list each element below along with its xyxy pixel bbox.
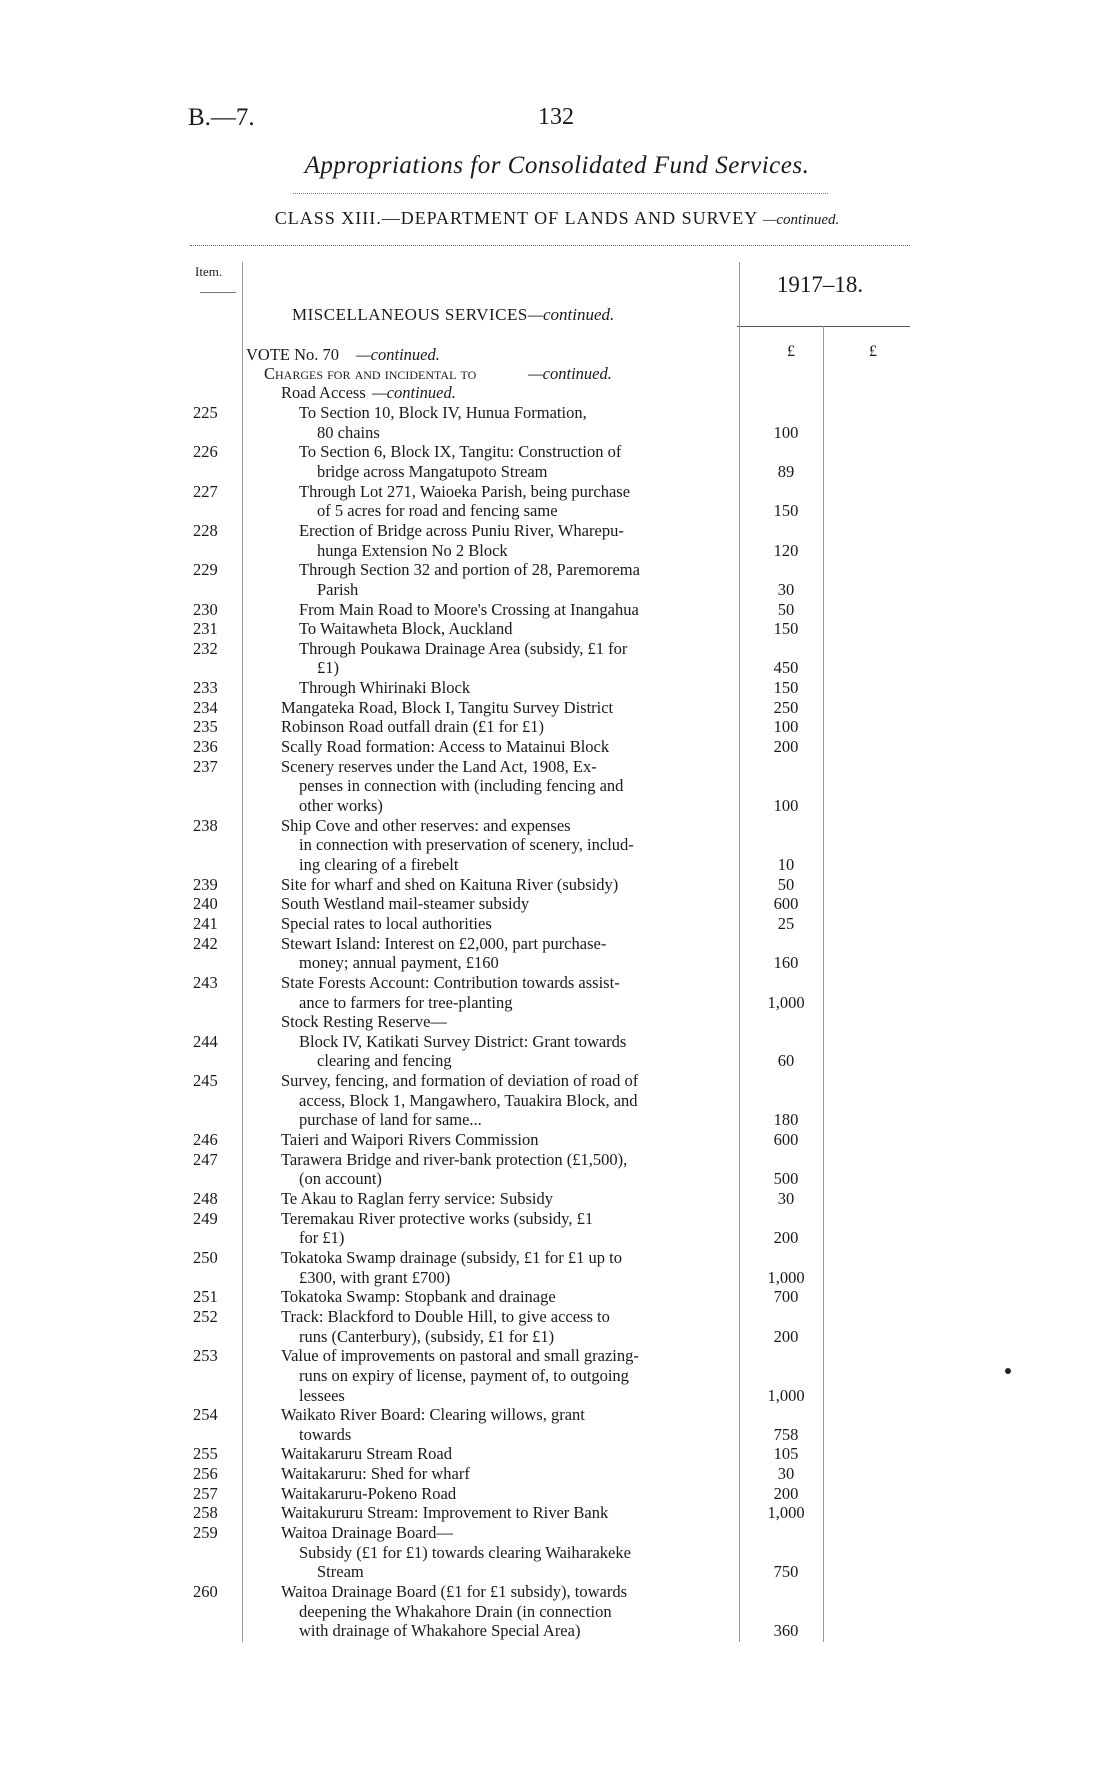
section-title: MISCELLANEOUS SERVICES [292,305,528,324]
item-text: Waitoa Drainage Board— [281,1523,453,1543]
item-number: 260 [193,1582,218,1601]
item-number: 228 [193,520,218,540]
item-text: ing clearing of a firebelt [299,854,459,874]
item-text: To Section 10, Block IV, Hunua Formation, [299,403,587,422]
item-line [0,717,1114,737]
item-line [0,442,1114,462]
item-amount: 10 [777,854,795,874]
item-text: Waitakaruru Stream Road [281,1444,452,1464]
item-number: 246 [193,1130,218,1150]
item-text: Ship Cove and other reserves: and expenses [281,815,571,835]
item-text: lessees [299,1385,345,1405]
item-line [0,1346,1114,1366]
item-text: Value of improvements on pastoral and small grazing- [281,1346,639,1366]
item-line [0,1169,1114,1189]
class-divider [190,245,910,246]
item-amount: 1,000 [767,992,805,1012]
item-line [0,816,1114,836]
item-amount: 1,000 [767,1385,805,1405]
item-text: for £1) [299,1228,345,1248]
item-amount: 200 [773,1228,799,1248]
item-number: 257 [193,1483,218,1503]
item-amount: 30 [777,1464,795,1484]
item-text: To Section 6, Block IX, Tangitu: Construction of [299,442,622,462]
item-line [0,1110,1114,1130]
item-amount: 180 [773,1110,799,1130]
item-text: £1) [317,658,339,678]
item-number: 235 [193,717,218,737]
item-line [0,619,1114,639]
item-amount: 60 [777,1051,795,1071]
item-line [0,1503,1114,1523]
item-number: 229 [193,560,218,580]
item-text: Subsidy (£1 for £1) towards clearing Waiharakeke [299,1542,631,1562]
item-number: 227 [193,481,218,501]
item-text: Teremakau River protective works (subsidy, £1 [281,1208,594,1228]
item-text: purchase of land for same... [299,1110,482,1130]
item-line [0,1091,1114,1111]
item-number: 254 [193,1405,218,1425]
item-amount: 150 [773,678,799,698]
item-amount: 360 [773,1621,799,1641]
item-amount: 100 [773,796,799,815]
item-line [0,1562,1114,1582]
item-text: Through Whirinaki Block [299,678,471,698]
item-text: Taieri and Waipori Rivers Commission [281,1130,539,1150]
document-reference: B.—7. [188,104,255,131]
vote-continued: —continued. [356,345,440,364]
section-heading [292,305,614,325]
item-text: Waitakururu Stream: Improvement to River Bank [281,1503,609,1523]
item-text: access, Block 1, Mangawhero, Tauakira Block, and [299,1090,638,1110]
item-line [0,1012,1114,1032]
item-text: runs (Canterbury), (subsidy, £1 for £1) [299,1326,555,1346]
item-line [0,521,1114,541]
item-amount: 50 [777,874,795,894]
item-amount: 600 [773,1130,799,1150]
item-line [0,403,1114,423]
item-line [0,1543,1114,1563]
item-line [0,423,1114,443]
year-column-header: 1917–18. [776,272,864,297]
item-text: of 5 acres for road and fencing same [317,501,558,521]
item-amount: 100 [773,717,799,737]
item-line [0,658,1114,678]
item-text: Mangateka Road, Block I, Tangitu Survey District [281,697,614,717]
item-amount: 200 [773,1326,799,1346]
item-text: Scenery reserves under the Land Act, 1908, Ex- [281,756,597,776]
title-divider [293,193,828,194]
item-line [0,482,1114,502]
item-text: Waitakaruru-Pokeno Road [281,1483,457,1503]
item-line [0,894,1114,914]
charges-heading [0,364,1114,384]
item-amount: 1,000 [767,1503,805,1523]
item-number: 244 [193,1031,218,1051]
item-amount: 100 [773,422,799,442]
item-line [0,1621,1114,1641]
item-text: ance to farmers for tree-planting [299,992,513,1012]
item-number: 232 [193,638,218,658]
item-number: 250 [193,1247,218,1267]
item-number: 252 [193,1306,218,1326]
page-number: 132 [538,104,574,130]
item-amount: 700 [773,1287,799,1307]
item-number: 230 [193,599,218,619]
item-text: Through Lot 271, Waioeka Parish, being purchase [299,481,631,501]
item-amount: 120 [773,540,799,560]
item-line [0,973,1114,993]
item-number: 249 [193,1208,218,1228]
item-line [0,737,1114,757]
item-number: 231 [193,619,218,639]
item-text: Waikato River Board: Clearing willows, grant [281,1405,585,1425]
item-line [0,875,1114,895]
item-amount: 150 [773,501,799,521]
item-amount: 500 [773,1169,799,1189]
item-amount: 89 [777,461,795,481]
item-line [0,580,1114,600]
item-line [0,855,1114,875]
item-number: 234 [193,697,218,717]
item-text: (on account) [299,1169,382,1189]
item-number: 247 [193,1149,218,1169]
item-number: 253 [193,1346,218,1366]
section-title-continued: —continued. [527,305,615,324]
road-access-heading [0,383,1114,403]
item-line [0,1405,1114,1425]
item-line [0,639,1114,659]
item-amount: 25 [777,913,795,933]
item-number: 240 [193,894,218,914]
item-number: 251 [193,1287,218,1307]
item-text: From Main Road to Moore's Crossing at Inangahua [299,599,639,619]
item-number: 237 [193,756,218,776]
page-blemish [1005,1368,1011,1374]
page-title: Appropriations for Consolidated Fund Services. [304,152,810,179]
item-line [0,1464,1114,1484]
item-number: 241 [193,913,218,933]
item-text: towards [299,1424,352,1444]
item-amount: 30 [777,579,795,599]
item-line [0,1444,1114,1464]
item-text: Stewart Island: Interest on £2,000, part purchase- [281,933,607,953]
item-line [0,1032,1114,1052]
item-amount: 160 [773,953,799,973]
item-amount: 750 [773,1562,799,1582]
item-number: 242 [193,933,218,953]
class-label: CLASS XIII.—DEPARTMENT OF LANDS AND SURVEY [274,208,758,228]
item-text: Stream [317,1562,364,1582]
item-column-header: Item. [195,264,223,279]
item-line [0,1582,1114,1602]
item-amount: 200 [773,1483,799,1503]
item-text: Block IV, Katikati Survey District: Grant towards [299,1031,627,1051]
item-text: Survey, fencing, and formation of deviation of road of [281,1071,639,1091]
item-text: £300, with grant £700) [299,1267,451,1287]
item-text: with drainage of Whakahore Special Area) [299,1621,581,1641]
item-text: Scally Road formation: Access to Matainui Block [281,737,610,757]
item-line [0,501,1114,521]
currency-symbol-2: £ [869,343,877,360]
item-text: State Forests Account: Contribution towards assist- [281,972,620,992]
item-line [0,698,1114,718]
item-line [0,1307,1114,1327]
item-line [0,1386,1114,1406]
item-line [0,1287,1114,1307]
item-amount: 30 [777,1189,795,1208]
item-line [0,914,1114,934]
item-text: penses in connection with (including fencing and [299,776,624,796]
item-amount: 450 [773,658,799,678]
item-line [0,757,1114,777]
item-amount: 758 [773,1424,799,1444]
item-line [0,1523,1114,1543]
item-text: Robinson Road outfall drain (£1 for £1) [281,717,545,737]
item-line [0,776,1114,796]
item-line [0,1268,1114,1288]
item-line [0,1051,1114,1071]
item-text: hunga Extension No 2 Block [317,540,508,560]
item-line [0,541,1114,561]
item-text: Through Section 32 and portion of 28, Paremorema [299,560,640,580]
item-text: deepening the Whakahore Drain (in connection [299,1601,612,1621]
item-text: 80 chains [317,422,380,442]
item-line [0,1248,1114,1268]
item-line [0,1071,1114,1091]
item-amount: 600 [773,894,799,914]
item-text: Tokatoka Swamp drainage (subsidy, £1 for £1 up to [281,1247,623,1267]
currency-symbol-1: £ [787,343,795,360]
item-line [0,796,1114,816]
item-text: Parish [317,579,359,599]
charges-continued: —continued. [528,364,612,383]
road-access-continued: —continued. [372,383,456,402]
item-line [0,1150,1114,1170]
item-text: Stock Resting Reserve— [281,1012,447,1032]
item-line [0,1130,1114,1150]
item-amount: 50 [777,599,795,619]
item-amount: 250 [773,697,799,717]
item-line [0,462,1114,482]
item-line [0,1209,1114,1229]
item-number: 226 [193,442,218,462]
item-text: Te Akau to Raglan ferry service: Subsidy [281,1189,553,1208]
item-text: To Waitawheta Block, Auckland [299,619,513,639]
item-text: money; annual payment, £160 [299,953,499,973]
item-number: 238 [193,815,218,835]
item-line [0,1366,1114,1386]
item-number: 248 [193,1189,218,1208]
item-line [0,1425,1114,1445]
item-number: 243 [193,972,218,992]
item-line [0,1602,1114,1622]
item-text: Waitoa Drainage Board (£1 for £1 subsidy), towards [281,1582,628,1601]
item-text: Tarawera Bridge and river-bank protection (£1,500), [281,1149,628,1169]
item-line [0,560,1114,580]
item-text: runs on expiry of license, payment of, to outgoing [299,1365,629,1385]
item-number: 255 [193,1444,218,1464]
item-line [0,600,1114,620]
item-number: 245 [193,1071,218,1091]
item-text: Erection of Bridge across Puniu River, Wharepu- [299,520,624,540]
item-text: in connection with preservation of scenery, includ- [299,835,634,855]
item-number: 236 [193,737,218,757]
item-text: Special rates to local authorities [281,913,492,933]
item-text: Waitakaruru: Shed for wharf [281,1464,470,1484]
item-amount: 200 [773,737,799,757]
class-heading [0,208,1114,229]
item-amount: 105 [773,1444,799,1464]
item-amount: 1,000 [767,1267,805,1287]
item-number: 258 [193,1503,218,1523]
item-number: 256 [193,1464,218,1484]
item-number: 225 [193,403,218,422]
vote-label: VOTE No. 70 [246,345,340,364]
item-line [0,678,1114,698]
item-amount: 150 [773,619,799,639]
item-line [0,1484,1114,1504]
item-header-rule [200,292,236,293]
item-line [0,953,1114,973]
item-text: Tokatoka Swamp: Stopbank and drainage [281,1287,556,1307]
item-text: Through Poukawa Drainage Area (subsidy, £1 for [299,638,628,658]
item-line [0,835,1114,855]
item-line [0,934,1114,954]
class-continued: —continued. [763,212,840,228]
road-access-label: Road Access [281,383,366,402]
item-line [0,1189,1114,1209]
item-text: bridge across Mangatupoto Stream [317,461,548,481]
item-line [0,993,1114,1013]
item-text: clearing and fencing [317,1051,452,1071]
item-number: 233 [193,678,218,698]
item-line [0,1327,1114,1347]
item-text: Track: Blackford to Double Hill, to give access to [281,1306,610,1326]
item-line [0,1228,1114,1248]
item-text: other works) [299,796,383,815]
item-text: South Westland mail-steamer subsidy [281,894,530,914]
charges-label: Charges for and incidental to [264,364,477,383]
item-text: Site for wharf and shed on Kaituna River (subsidy) [281,874,619,894]
vote-heading [0,345,1114,365]
item-number: 239 [193,874,218,894]
item-number: 259 [193,1523,218,1543]
